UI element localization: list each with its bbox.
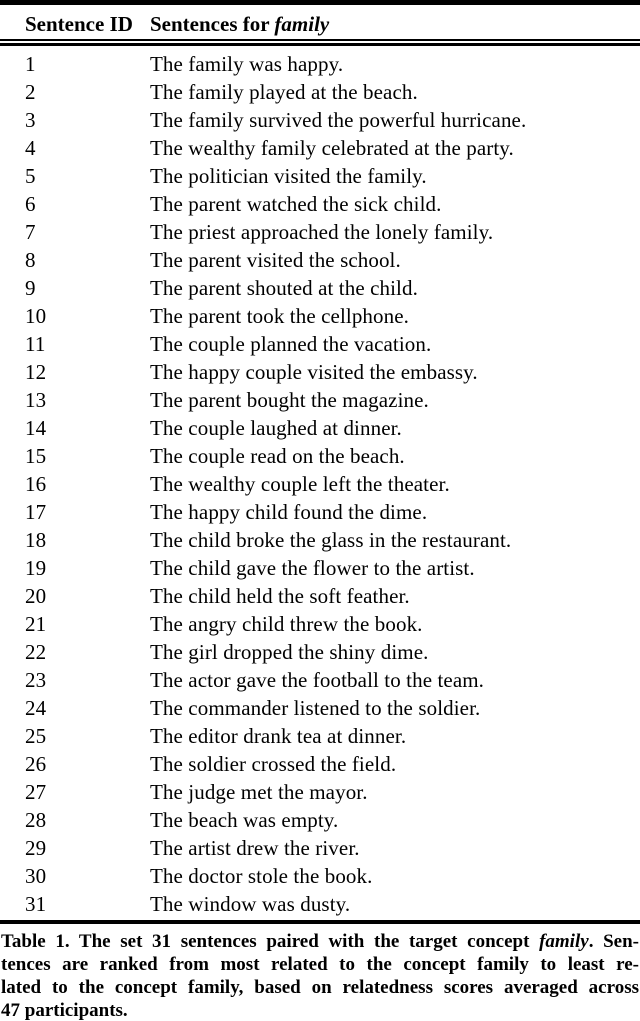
table-row <box>0 582 640 610</box>
sentence-text: The parent took the cellphone. <box>150 303 409 328</box>
table-row <box>0 498 640 526</box>
table-row <box>0 554 640 582</box>
table-row <box>0 386 640 414</box>
table-row <box>0 722 640 750</box>
sentence-id-value: 4 <box>25 135 36 160</box>
sentence-text: The family survived the powerful hurricane. <box>150 107 527 132</box>
table-row <box>0 862 640 890</box>
sentence-text: The child broke the glass in the restaurant. <box>150 527 512 552</box>
sentence-id-value: 22 <box>25 639 47 664</box>
header-col2-label: Sentences for <box>150 12 275 36</box>
sentence-text: The beach was empty. <box>150 807 339 832</box>
sentence-id-value: 31 <box>25 891 47 916</box>
table-row <box>0 666 640 694</box>
sentence-id-value: 30 <box>25 863 47 888</box>
table-row <box>0 442 640 470</box>
sentence-id-value: 9 <box>25 275 36 300</box>
table-header-row <box>0 5 640 39</box>
sentence-id-value: 27 <box>25 779 47 804</box>
sentence-text: The parent bought the magazine. <box>150 387 429 412</box>
table-row <box>0 414 640 442</box>
sentence-text: The parent shouted at the child. <box>150 275 418 300</box>
sentence-id-value: 1 <box>25 51 36 76</box>
sentence-text: The happy child found the dime. <box>150 499 428 524</box>
sentence-id-value: 10 <box>25 303 47 328</box>
table-row <box>0 190 640 218</box>
sentence-text: The parent watched the sick child. <box>150 191 442 216</box>
header-sentences-for-family <box>150 12 640 36</box>
table-row <box>0 834 640 862</box>
sentence-text: The doctor stole the book. <box>150 863 373 888</box>
caption-line1-prefix: Table 1. The set 31 sentences paired with the target concept <box>1 930 540 952</box>
sentence-id-value: 28 <box>25 807 47 832</box>
sentence-id-value: 7 <box>25 219 36 244</box>
sentence-id-value: 8 <box>25 247 36 272</box>
sentence-id-value: 6 <box>25 191 36 216</box>
table-row <box>0 610 640 638</box>
sentence-id-value: 20 <box>25 583 47 608</box>
sentence-text: The wealthy family celebrated at the party. <box>150 135 514 160</box>
sentence-id-value: 29 <box>25 835 47 860</box>
sentence-id-value: 21 <box>25 611 47 636</box>
sentence-text: The girl dropped the shiny dime. <box>150 639 429 664</box>
sentence-id-value: 18 <box>25 527 47 552</box>
header-sentence-id <box>0 12 150 36</box>
caption-concept-word: family <box>539 930 589 952</box>
sentence-text: The commander listened to the soldier. <box>150 695 481 720</box>
sentence-id-value: 23 <box>25 667 47 692</box>
table-bottom-rule <box>0 920 640 924</box>
sentence-text: The wealthy couple left the theater. <box>150 471 450 496</box>
sentence-text: The editor drank tea at dinner. <box>150 723 407 748</box>
table-row <box>0 778 640 806</box>
sentence-id-value: 2 <box>25 79 36 104</box>
sentence-text: The artist drew the river. <box>150 835 360 860</box>
caption-line-3: lated to the concept family, based on relatedness scores averaged across <box>1 976 639 998</box>
table-body <box>0 46 640 918</box>
table-row <box>0 526 640 554</box>
sentence-text: The couple read on the beach. <box>150 443 405 468</box>
table-row <box>0 162 640 190</box>
sentence-text: The soldier crossed the field. <box>150 751 397 776</box>
table-row <box>0 78 640 106</box>
table-row <box>0 330 640 358</box>
caption-line-4: 47 participants. <box>1 999 128 1021</box>
sentence-id-value: 15 <box>25 443 47 468</box>
sentence-text: The happy couple visited the embassy. <box>150 359 478 384</box>
sentence-id-value: 19 <box>25 555 47 580</box>
caption-line1-suffix: . Sen- <box>588 930 639 952</box>
sentence-text: The child held the soft feather. <box>150 583 410 608</box>
table-row <box>0 274 640 302</box>
sentence-id-value: 11 <box>25 331 46 356</box>
table-row <box>0 358 640 386</box>
table-row <box>0 638 640 666</box>
sentence-text: The couple planned the vacation. <box>150 331 432 356</box>
sentence-text: The window was dusty. <box>150 891 351 916</box>
table-row <box>0 806 640 834</box>
table-row <box>0 890 640 918</box>
sentence-id-value: 13 <box>25 387 47 412</box>
table-row <box>0 50 640 78</box>
table-caption <box>0 930 640 1021</box>
sentence-text: The parent visited the school. <box>150 247 401 272</box>
sentence-text: The family played at the beach. <box>150 79 418 104</box>
sentence-id-value: 17 <box>25 499 47 524</box>
table-row <box>0 246 640 274</box>
table-row <box>0 106 640 134</box>
sentence-text: The child gave the flower to the artist. <box>150 555 475 580</box>
caption-line-1 <box>1 930 639 953</box>
caption-line-2: tences are ranked from most related to the concept family to least re- <box>1 953 639 975</box>
sentence-id-value: 3 <box>25 107 36 132</box>
sentence-text: The judge met the mayor. <box>150 779 368 804</box>
sentence-text: The actor gave the football to the team. <box>150 667 485 692</box>
sentence-id-value: 24 <box>25 695 47 720</box>
table-row <box>0 302 640 330</box>
table-row <box>0 134 640 162</box>
sentence-text: The family was happy. <box>150 51 344 76</box>
table-row <box>0 218 640 246</box>
sentence-id-value: 12 <box>25 359 47 384</box>
header-col1-label: Sentence ID <box>25 12 133 36</box>
header-col2-concept-word: family <box>274 12 330 36</box>
sentence-id-value: 26 <box>25 751 47 776</box>
sentence-text: The priest approached the lonely family. <box>150 219 494 244</box>
sentence-id-value: 14 <box>25 415 47 440</box>
sentence-text: The couple laughed at dinner. <box>150 415 402 440</box>
sentence-text: The angry child threw the book. <box>150 611 423 636</box>
sentence-id-value: 25 <box>25 723 47 748</box>
table-row <box>0 470 640 498</box>
sentence-id-value: 16 <box>25 471 47 496</box>
table-row <box>0 694 640 722</box>
sentence-text: The politician visited the family. <box>150 163 427 188</box>
sentence-id-value: 5 <box>25 163 36 188</box>
table-row <box>0 750 640 778</box>
